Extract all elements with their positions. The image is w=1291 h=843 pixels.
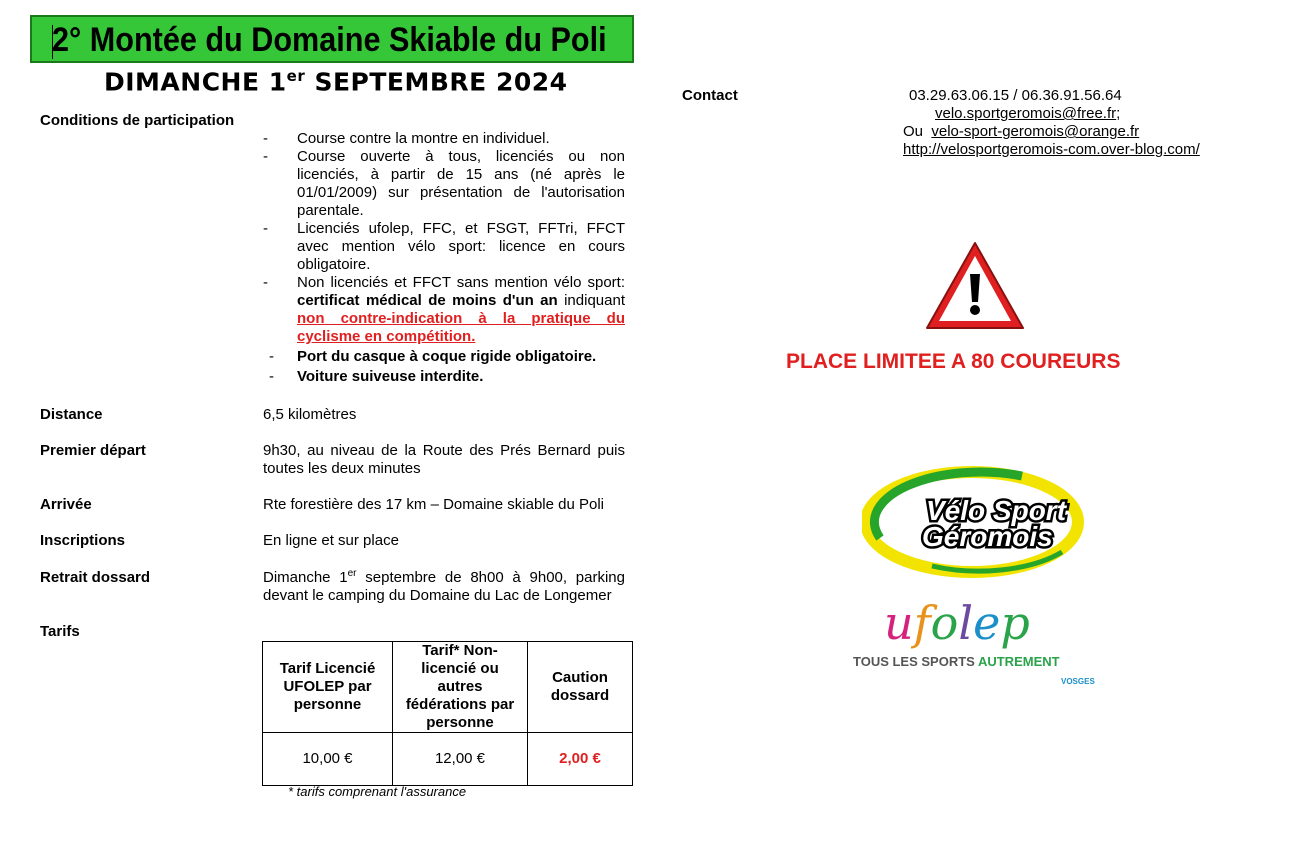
contact-label: Contact	[682, 87, 738, 104]
contact-email-free[interactable]: velo.sportgeromois@free.fr	[935, 105, 1117, 122]
tarif-header-non-licencie: Tarif* Non-licencié ou autres fédérations par personne	[393, 642, 528, 733]
event-date: DIMANCHE 1er SEPTEMBRE 2024	[104, 67, 568, 97]
tarif-header-caution: Caution dossard	[528, 642, 633, 733]
condition-item: - Licenciés ufolep, FFC, et FSGT, FFTri, FFCT avec mention vélo sport: licence en cours obligatoire.	[263, 220, 625, 273]
inscriptions-value: En ligne et sur place	[263, 532, 399, 549]
retrait-value: Dimanche 1er septembre de 8h00 à 9h00, parking devant le camping du Domaine du Lac de Longemer	[263, 568, 625, 604]
condition-item: - Port du casque à coque rigide obligatoire.	[269, 348, 597, 365]
arrivee-value: Rte forestière des 17 km – Domaine skiable du Poli	[263, 496, 605, 513]
tarifs-label: Tarifs	[40, 623, 80, 640]
tarif-value-non-licencie: 12,00 €	[393, 733, 528, 786]
tarifs-note: * tarifs comprenant l'assurance	[288, 784, 467, 799]
contact-or: Ou	[903, 123, 924, 140]
tarifs-table	[262, 641, 633, 786]
velo-sport-geromois-logo	[862, 466, 1092, 587]
condition-item: - Course ouverte à tous, licenciés ou non licenciés, à partir de 15 ans (né après le 01/01/2009) sur présentation de l'autorisation parentale.	[263, 148, 625, 219]
conditions-label: Conditions de participation	[40, 112, 235, 129]
place-limit-text: PLACE LIMITEE A 80 COUREURS	[786, 350, 1121, 373]
contact-block: 03.29.63.06.15 / 06.36.91.56.64 velo.sportgeromois@free.fr; Ou velo-sport-geromois@orange.fr http://velosportgeromois-com.over-blog.com/	[903, 87, 1200, 158]
condition-item: - Course contre la montre en individuel.	[263, 130, 550, 147]
contact-phone: 03.29.63.06.15 / 06.36.91.56.64	[909, 87, 1122, 104]
tarif-header-licencie: Tarif Licencié UFOLEP par personne	[263, 642, 393, 733]
tarif-value-caution: 2,00 €	[528, 733, 633, 786]
contact-website-link[interactable]: http://velosportgeromois-com.over-blog.com/	[903, 141, 1200, 158]
depart-label: Premier départ	[40, 442, 146, 459]
depart-value: 9h30, au niveau de la Route des Prés Bernard puis toutes les deux minutes	[263, 442, 625, 477]
condition-item: - Voiture suiveuse interdite.	[269, 368, 484, 385]
distance-label: Distance	[40, 406, 103, 423]
tarifs-table-wrap	[262, 641, 633, 786]
condition-item: - Non licenciés et FFCT sans mention vélo sport: certificat médical de moins d'un an indiquant non contre-indication à la pratique du cyclisme en compétition.	[263, 274, 625, 345]
ufolep-tagline: TOUS LES SPORTS AUTREMENT	[853, 654, 1060, 669]
warning-triangle-icon	[924, 240, 1026, 337]
conditions-list	[263, 130, 625, 386]
retrait-label: Retrait dossard	[40, 569, 151, 586]
distance-value: 6,5 kilomètres	[263, 406, 357, 423]
event-title: 2° Montée du Domaine Skiable du Poli	[52, 21, 607, 59]
event-title-banner	[30, 15, 634, 63]
ufolep-region: VOSGES	[1061, 677, 1095, 686]
ufolep-logo: ufolep	[884, 596, 1030, 650]
arrivee-label: Arrivée	[40, 496, 92, 513]
tarif-value-licencie: 10,00 €	[263, 733, 393, 786]
inscriptions-label: Inscriptions	[40, 532, 126, 549]
medical-warning-text: non contre-indication à la pratique du cyclisme en compétition.	[297, 310, 625, 345]
contact-email-orange[interactable]: velo-sport-geromois@orange.fr	[931, 123, 1140, 140]
svg-text:Géromois: Géromois	[922, 521, 1053, 552]
svg-text:Vélo Sport: Vélo Sport	[926, 495, 1067, 526]
